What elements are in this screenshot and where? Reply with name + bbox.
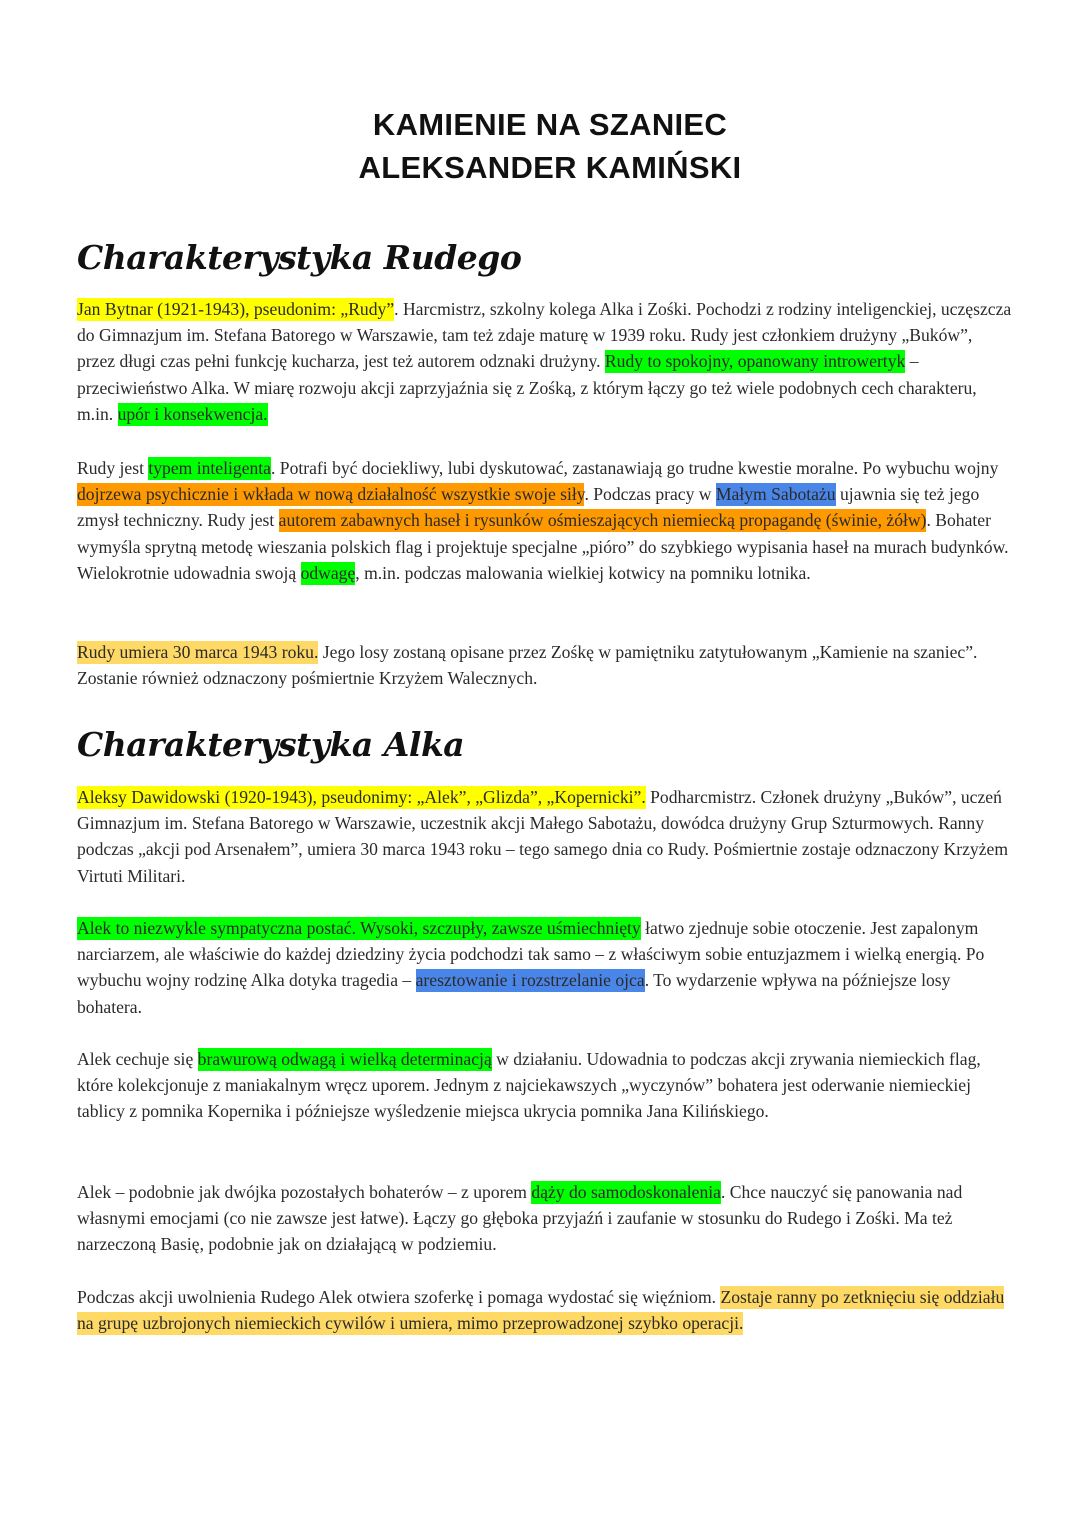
text-run: . Chce nauczyć się panowania nad własnymi emocjami (co nie zawsze jest łatwe). Łączy go głęboka przyjaźń i zaufanie w stosunku do Rudego i Zośki. Ma też narzeczoną Basię, podobnie jak on działającą w podziemiu. xyxy=(77,1182,963,1255)
highlighted-text-sand: Zostaje ranny po zetknięciu się oddziału na grupę uzbrojonych niemieckich cywilów i umiera, mimo przeprowadzonej szybko operacji. xyxy=(77,1287,1005,1334)
paragraph-rudy-2 xyxy=(77,455,1012,586)
text-run: . Potrafi być dociekliwy, lubi dyskutować, zastanawiają go trudne kwestie moralne. Po wybuchu wojny xyxy=(271,458,999,478)
paragraph-alek-1 xyxy=(77,784,1012,889)
heading-alek: Charakterystyka Alka xyxy=(77,725,465,764)
heading-rudy: Charakterystyka Rudego xyxy=(77,238,522,277)
highlighted-text-yellow: Aleksy Dawidowski (1920-1943), pseudonimy: „Alek”, „Glizda”, „Kopernicki”. xyxy=(77,787,646,807)
highlighted-text-orange: dojrzewa psychicznie i wkłada w nową działalność wszystkie swoje siły xyxy=(77,484,585,505)
text-run: . Bohater wymyśla sprytną metodę wieszania polskich flag i projektuje specjalne „pióro” do szybkiego wypisania haseł na murach budynków. Wielokrotnie udowadnia swoją xyxy=(77,510,1009,583)
title-line-2: ALEKSANDER KAMIŃSKI xyxy=(358,150,742,185)
highlighted-text-green: brawurową odwagą i wielką determinacją xyxy=(197,1049,492,1069)
highlighted-text-green: typem inteligenta xyxy=(148,458,271,478)
text-run: . To wydarzenie wpływa na późniejsze losy bohatera. xyxy=(77,970,951,1017)
paragraph-rudy-3 xyxy=(77,639,1012,691)
highlighted-text-sand: Rudy umiera 30 marca 1943 roku. xyxy=(77,642,319,662)
text-run: w działaniu. Udowadnia to podczas akcji zrywania niemieckich flag, które kolekcjonuje z maniakalnym wręcz uporem. Jednym z najciekawszych „wyczynów” bohatera jest oderwanie niemieckiej tablicy z pomnika Kopernika i późniejsze wyśledzenie miejsca ukrycia pomnika Jana Kilińskiego. xyxy=(77,1049,981,1122)
text-run: Alek cechuje się xyxy=(77,1049,198,1069)
highlighted-text-blue: aresztowanie i rozstrzelanie ojca xyxy=(415,970,645,991)
highlighted-text-blue: Małym Sabotażu xyxy=(715,484,836,505)
text-run: . Harcmistrz, szkolny kolega Alka i Zośki. Pochodzi z rodziny inteligenckiej, uczęszcza do Gimnazjum im. Stefana Batorego w Warszawie, tam też zdaje maturę w 1939 roku. Rudy jest członkiem drużyny „Buków”, przez długi czas pełni funkcję kucharza, jest też autorem odznaki drużyny. xyxy=(77,299,1012,372)
paragraph-rudy-1 xyxy=(77,296,1012,427)
highlighted-text-yellow: Jan Bytnar (1921-1943), pseudonim: „Rudy” xyxy=(77,299,395,319)
highlighted-text-green: odwagę xyxy=(300,562,356,583)
highlighted-text-green: dąży do samodoskonalenia xyxy=(531,1182,721,1202)
paragraph-alek-5 xyxy=(77,1284,1012,1336)
highlighted-text-green: upór i konsekwencja. xyxy=(117,403,268,424)
text-run: Jego losy zostaną opisane przez Zośkę w pamiętniku zatytułowanym „Kamienie na szaniec”. Zostanie również odznaczony pośmiertnie Krzyżem Walecznych. xyxy=(77,642,978,689)
text-run: , m.in. podczas malowania wielkiej kotwicy na pomniku lotnika. xyxy=(355,562,811,583)
text-run: Rudy jest xyxy=(77,458,149,478)
text-run: Alek – podobnie jak dwójka pozostałych bohaterów – z uporem xyxy=(77,1182,532,1202)
paragraph-alek-4 xyxy=(77,1179,1012,1258)
highlighted-text-orange: autorem zabawnych haseł i rysunków ośmieszających niemiecką propagandę (świnie, żółw) xyxy=(278,510,927,531)
paragraph-alek-3 xyxy=(77,1046,1012,1125)
paragraph-alek-2 xyxy=(77,915,1012,1020)
text-run: . Podczas pracy w xyxy=(584,484,716,505)
text-run: Podharcmistrz. Członek drużyny „Buków”, uczeń Gimnazjum im. Stefana Batorego w Warszawie, uczestnik akcji Małego Sabotażu, dowódca drużyny Grup Szturmowych. Ranny podczas „akcji pod Arsenałem”, umiera 30 marca 1943 roku – tego samego dnia co Rudy. Pośmiertnie zostaje odznaczony Krzyżem Virtuti Militari. xyxy=(77,787,1009,886)
title-line-1: KAMIENIE NA SZANIEC xyxy=(372,107,728,142)
highlighted-text-green: Rudy to spokojny, opanowany introwertyk xyxy=(604,351,906,372)
highlighted-text-green: Alek to niezwykle sympatyczna postać. Wysoki, szczupły, zawsze uśmiechnięty xyxy=(77,918,641,938)
text-run: ujawnia się też jego zmysł techniczny. Rudy jest xyxy=(77,484,980,531)
text-run: – przeciwieństwo Alka. W miarę rozwoju akcji zaprzyjaźnia się z Zośką, z którym łączy go też wiele podobnych cech charakteru, m.in. xyxy=(77,351,977,424)
text-run: łatwo zjednuje sobie otoczenie. Jest zapalonym narciarzem, ale właściwie do każdej dziedziny życia podchodzi tak samo – z właściwym sobie entuzjazmem i wielką energią. Po wybuchu wojny rodzinę Alka dotyka tragedia – xyxy=(77,918,985,991)
document-title xyxy=(0,103,1080,189)
text-run: Podczas akcji uwolnienia Rudego Alek otwiera szoferkę i pomaga wydostać się więźniom. xyxy=(77,1287,721,1307)
